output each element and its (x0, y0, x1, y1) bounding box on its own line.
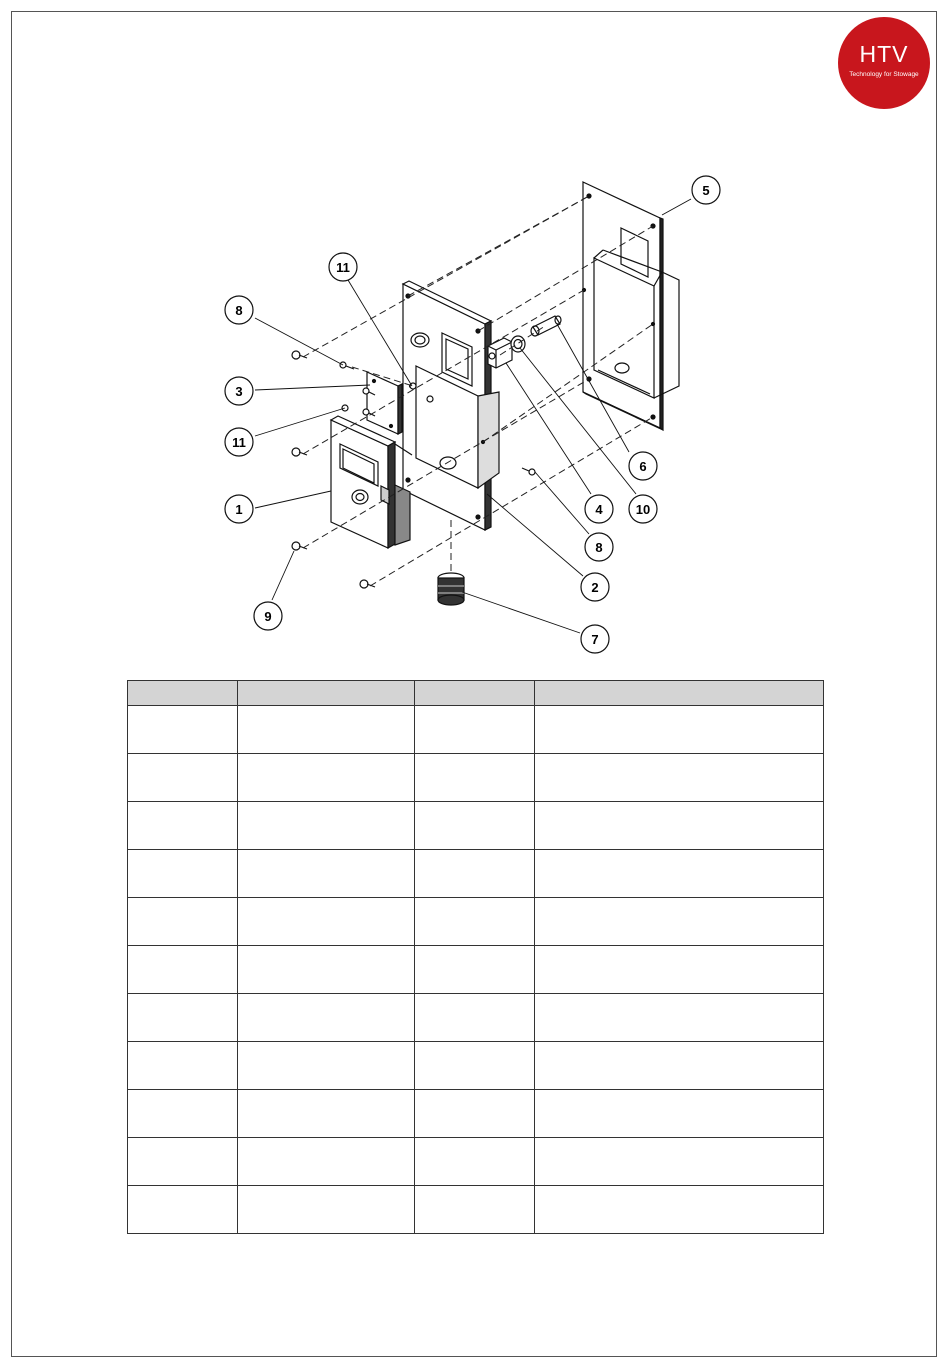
svg-text:3: 3 (235, 384, 243, 399)
table-cell (415, 754, 535, 802)
callout-11-left (225, 428, 253, 456)
table-cell (535, 898, 824, 946)
table-cell (128, 850, 238, 898)
table-cell (238, 1138, 415, 1186)
svg-text:8: 8 (235, 303, 243, 318)
table-cell (238, 754, 415, 802)
table-cell (238, 1090, 415, 1138)
table-row (128, 994, 824, 1042)
table-cell (535, 706, 824, 754)
table-row (128, 850, 824, 898)
table-cell (535, 1138, 824, 1186)
column-header (128, 681, 238, 706)
table-row (128, 1090, 824, 1138)
callout-3 (225, 377, 253, 405)
table-cell (415, 1138, 535, 1186)
table-cell (415, 802, 535, 850)
table-row (128, 1138, 824, 1186)
parts-table-header (128, 681, 824, 706)
callout-10 (629, 495, 657, 523)
table-cell (238, 898, 415, 946)
table-cell (415, 898, 535, 946)
svg-text:8: 8 (595, 540, 603, 555)
callout-8-right (585, 533, 613, 561)
table-row (128, 946, 824, 994)
table-row (128, 802, 824, 850)
table-cell (415, 1042, 535, 1090)
logo-tagline: Technology for Stowage (849, 71, 919, 78)
svg-text:11: 11 (336, 260, 350, 275)
callout-1 (225, 495, 253, 523)
exploded-assembly-drawing (0, 0, 950, 670)
table-cell (415, 1186, 535, 1234)
table-row (128, 1042, 824, 1090)
svg-text:1: 1 (235, 502, 243, 517)
table-cell (415, 1090, 535, 1138)
table-cell (535, 994, 824, 1042)
table-cell (238, 946, 415, 994)
table-row (128, 898, 824, 946)
table-cell (128, 1042, 238, 1090)
svg-text:11: 11 (232, 435, 246, 450)
table-cell (535, 1090, 824, 1138)
callout-2 (581, 573, 609, 601)
svg-text:10: 10 (635, 502, 651, 517)
svg-text:2: 2 (591, 580, 599, 595)
table-cell (128, 802, 238, 850)
table-cell (535, 850, 824, 898)
callout-8-left (225, 296, 253, 324)
table-cell (238, 994, 415, 1042)
callout-4 (585, 495, 613, 523)
parts-table (127, 680, 824, 1234)
table-cell (415, 946, 535, 994)
part-10-ring (511, 336, 525, 352)
column-header (535, 681, 824, 706)
table-row (128, 706, 824, 754)
part-1-front-hatch (331, 416, 412, 548)
table-cell (535, 1186, 824, 1234)
callout-6 (629, 452, 657, 480)
part-6-shaft (531, 316, 561, 336)
logo-name: HTV (859, 41, 909, 67)
callout-11-top (329, 253, 357, 281)
table-cell (535, 1042, 824, 1090)
parts-table-body (128, 706, 824, 1234)
table-cell (238, 1186, 415, 1234)
table-row (128, 754, 824, 802)
callout-5 (692, 176, 720, 204)
table-row (128, 1186, 824, 1234)
table-cell (128, 898, 238, 946)
table-cell (535, 754, 824, 802)
part-2-main-frame (403, 281, 499, 530)
table-cell (128, 1090, 238, 1138)
table-cell (535, 946, 824, 994)
table-cell (238, 802, 415, 850)
table-cell (238, 1042, 415, 1090)
svg-text:9: 9 (264, 609, 272, 624)
table-cell (128, 994, 238, 1042)
table-cell (415, 850, 535, 898)
table-cell (238, 850, 415, 898)
table-cell (238, 706, 415, 754)
svg-text:6: 6 (639, 459, 647, 474)
table-cell (415, 706, 535, 754)
part-7-cable-gland (438, 573, 464, 605)
svg-text:5: 5 (702, 183, 710, 198)
svg-text:4: 4 (595, 502, 603, 517)
table-cell (128, 754, 238, 802)
table-cell (128, 1186, 238, 1234)
table-cell (128, 946, 238, 994)
table-cell (415, 994, 535, 1042)
part-5-bezel-plate (583, 182, 680, 430)
table-cell (128, 1138, 238, 1186)
column-header (238, 681, 415, 706)
callout-9 (254, 602, 282, 630)
svg-text:7: 7 (591, 632, 599, 647)
table-cell (535, 802, 824, 850)
column-header (415, 681, 535, 706)
callout-7 (581, 625, 609, 653)
table-cell (128, 706, 238, 754)
